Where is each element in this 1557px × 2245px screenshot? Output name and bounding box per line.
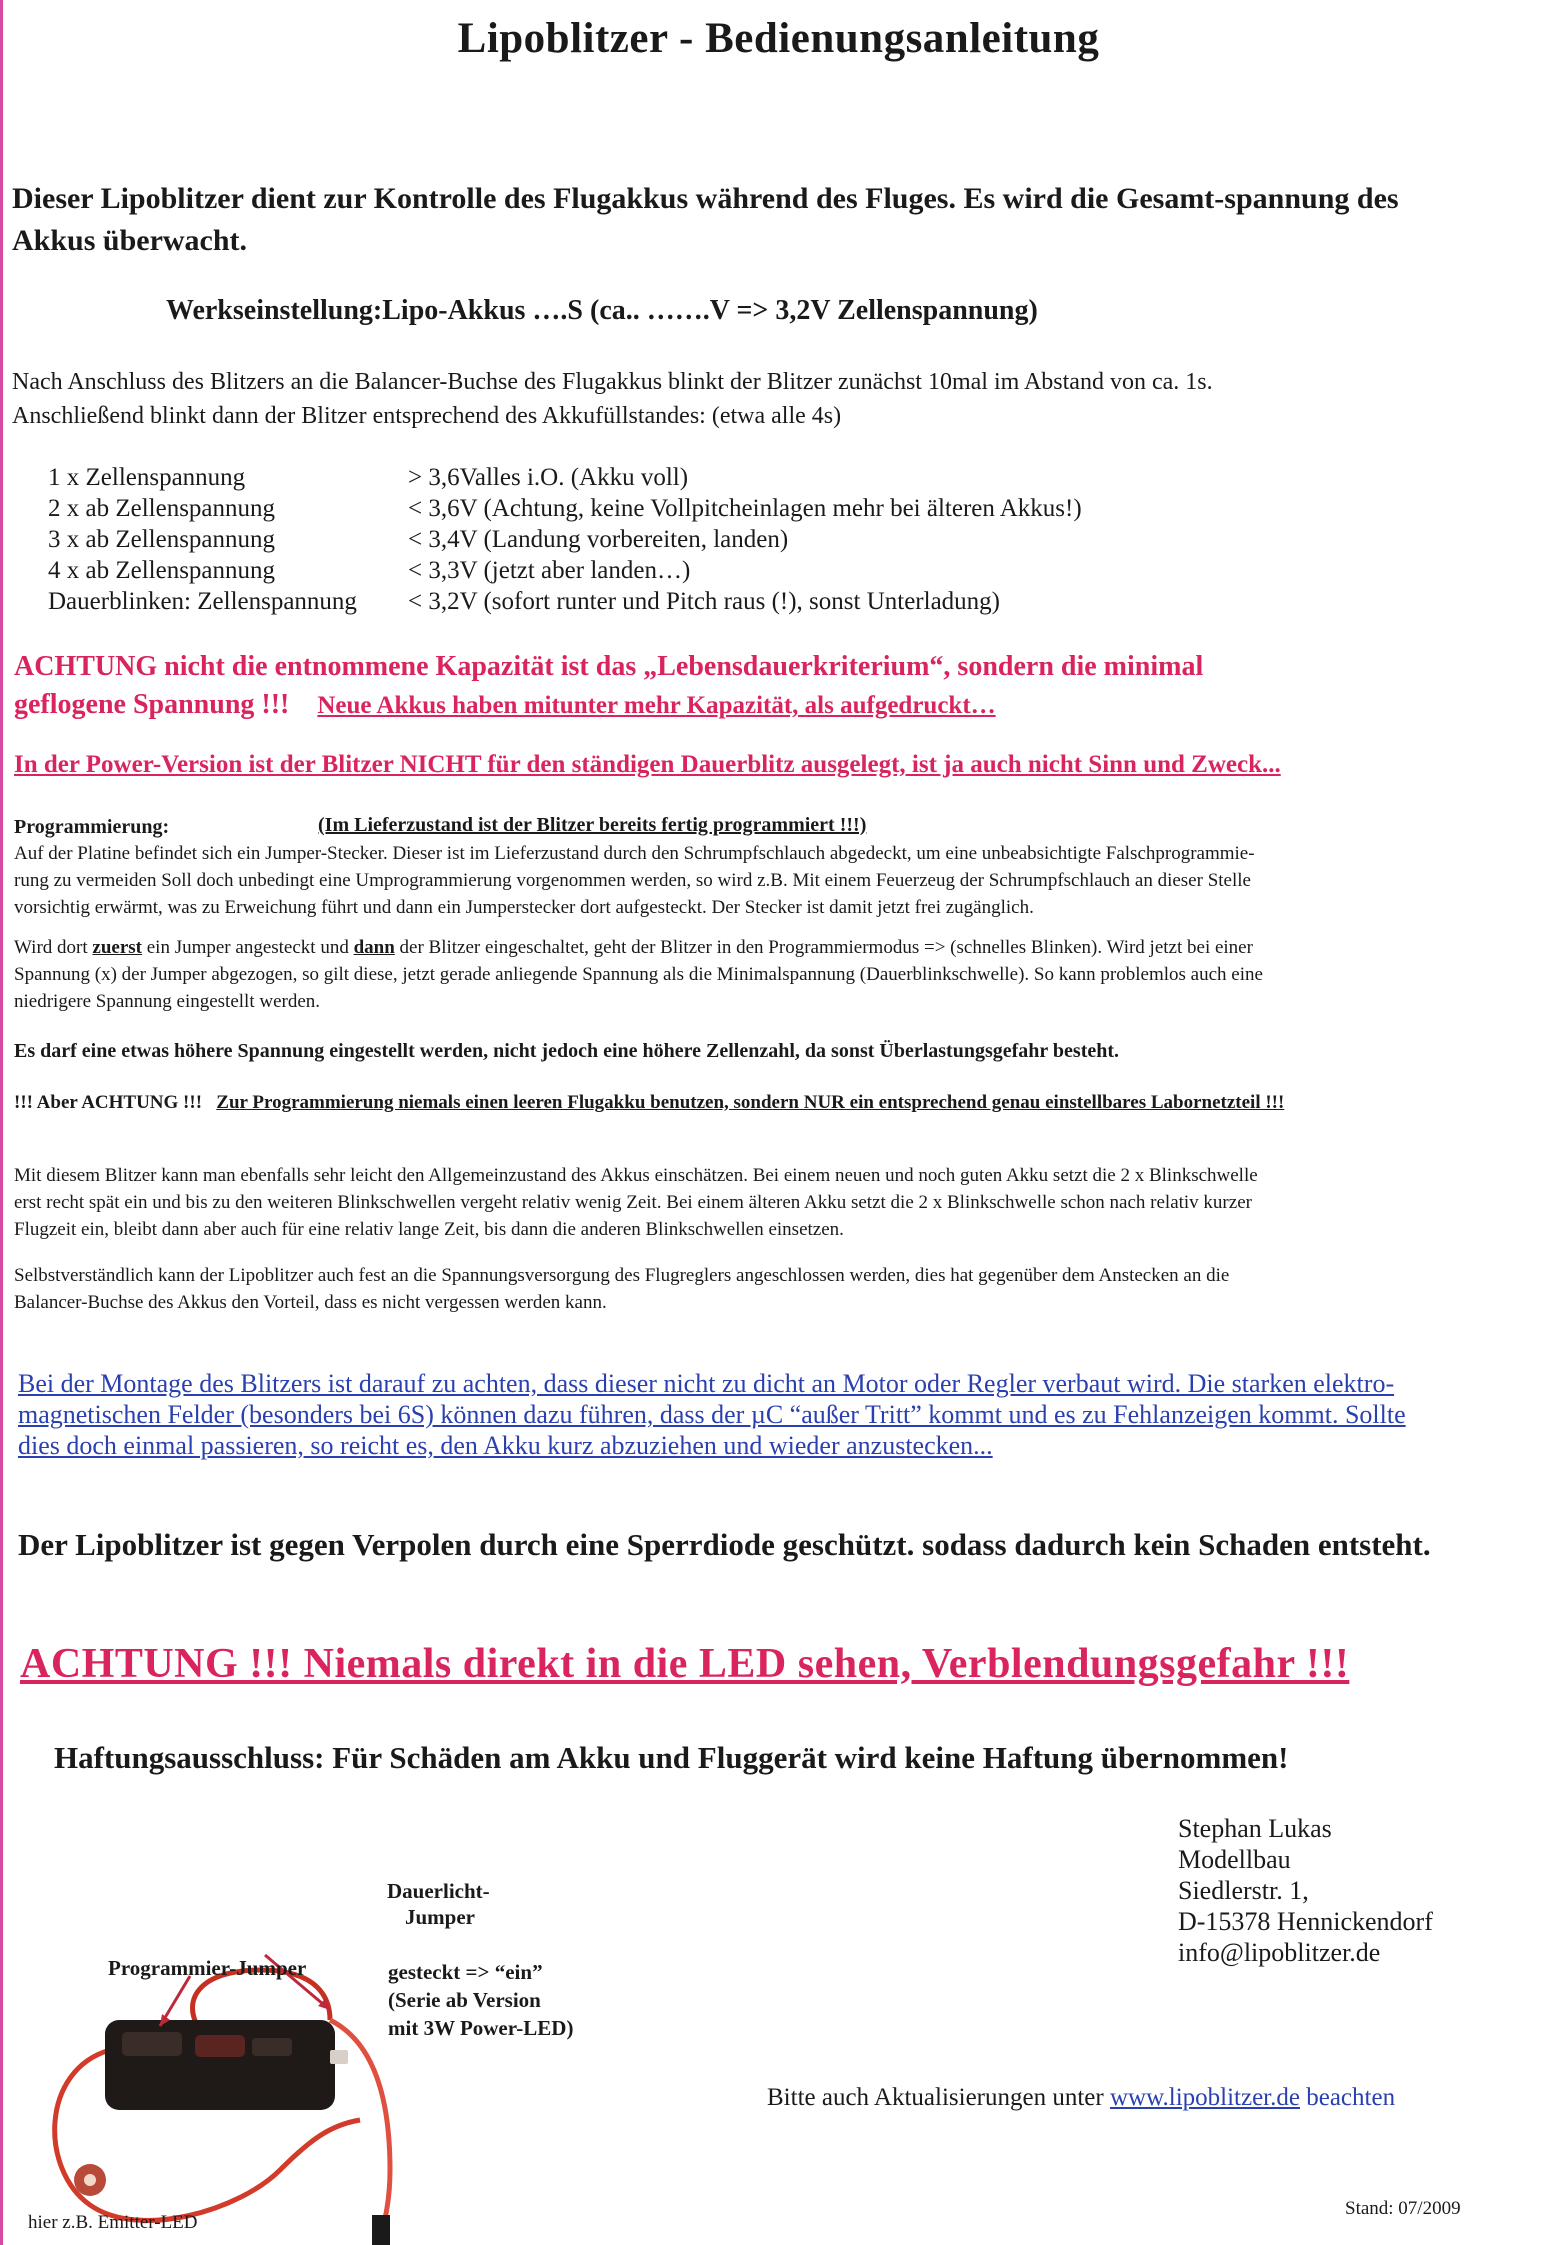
address-city: D-15378 Hennickendorf [1178, 1907, 1433, 1936]
liability-disclaimer: Haftungsausschluss: Für Schäden am Akku und Fluggerät wird keine Haftung übernommen! [54, 1740, 1289, 1775]
programming-text-line: vorsichtig erwärmt, was zu Erweichung führt und dann ein Jumperstecker dort aufgesteckt. Der Stecker ist damit jetzt frei zugänglich. [14, 897, 1034, 918]
website-link[interactable]: www.lipoblitzer.de [1109, 2084, 1300, 2111]
fixed-line: Balancer-Buchse des Akkus den Vorteil, dass es nicht vergessen werden kann. [14, 1292, 607, 1313]
programming-note: (Im Lieferzustand ist der Blitzer bereits fertig programmiert !!!) [318, 814, 867, 836]
factory-setting: Werkseinstellung:Lipo-Akkus ….S (ca.. …….V => 3,2V Zellenspannung) [166, 295, 1038, 326]
blink-pattern: Dauerblinken: Zellenspannung [48, 588, 357, 615]
blink-pattern: 2 x ab Zellenspannung [48, 495, 276, 522]
address-street: Siedlerstr. 1, [1178, 1876, 1309, 1905]
mounting-line: magnetischen Felder (besonders bei 6S) können dazu führen, dass der µC “außer Tritt” kommt und es zu Fehlanzeigen kommt. Sollte [18, 1400, 1406, 1429]
step-text: der Blitzer eingeschaltet, geht der Blitzer in den Programmiermodus => (schnelles Blinken). Wird jetzt bei einer [394, 937, 1253, 958]
power-version-note: In der Power-Version ist der Blitzer NICHT für den ständigen Dauerblitz ausgelegt, ist ja auch nicht Sinn und Zweck... [14, 751, 1281, 778]
update-prefix: Bitte auch Aktualisierungen unter [767, 2084, 1110, 2111]
address-company: Modellbau [1178, 1845, 1291, 1874]
programming-steps [14, 934, 1524, 1015]
blink-pattern: 3 x ab Zellenspannung [48, 526, 276, 553]
capacity-warning-line-2 [14, 686, 1434, 725]
programming-text-line: rung zu vermeiden Soll doch unbedingt eine Umprogrammierung vorgenommen werden, so wird z.B. Mit einem Feuerzeug der Schrumpfschlauch an dieser Stelle [14, 870, 1251, 891]
blink-meaning: < 3,6V (Achtung, keine Vollpitcheinlagen mehr bei älteren Akkus!) [408, 495, 1082, 522]
table-row [48, 586, 1082, 617]
table-row [48, 555, 1082, 586]
product-photo [30, 1870, 610, 2245]
document-date: Stand: 07/2009 [1345, 2198, 1461, 2219]
programming-text [14, 840, 1524, 921]
mounting-line: Bei der Montage des Blitzers ist darauf zu achten, dass dieser nicht zu dicht an Motor oder Regler verbaut wird. Die starken elektro- [18, 1369, 1395, 1398]
dauerlicht-jumper-label [387, 1878, 490, 1930]
mounting-line: dies doch einmal passieren, so reicht es, den Akku kurz abzuziehen und wieder anzustecken... [18, 1431, 993, 1460]
step-first: zuerst [92, 937, 142, 958]
general-line: erst recht spät ein und bis zu den weiteren Blinkschwellen vergeht relativ wenig Zeit. Bei einem älteren Akku setzt die 2 x Blinkschwelle schon nach relativ kurzer [14, 1192, 1252, 1213]
update-note [767, 2084, 1395, 2112]
aber-achtung: !!! Aber ACHTUNG !!! [14, 1092, 203, 1113]
emitter-led-label: hier z.B. Emitter-LED [28, 2212, 198, 2233]
address-email[interactable]: info@lipoblitzer.de [1178, 1938, 1381, 1967]
programming-heading: Programmierung: [14, 816, 170, 838]
blink-table [48, 462, 1082, 617]
blink-pattern: 4 x ab Zellenspannung [48, 557, 276, 584]
capacity-warning-voltage: geflogene Spannung !!! [14, 689, 290, 720]
table-row [48, 524, 1082, 555]
general-line: Mit diesem Blitzer kann man ebenfalls sehr leicht den Allgemeinzustand des Akkus einschätzen. Bei einem neuen und noch guten Akku setzt die 2 x Blinkschwelle [14, 1165, 1258, 1186]
table-row [48, 493, 1082, 524]
higher-voltage-note: Es darf eine etwas höhere Spannung eingestellt werden, nicht jedoch eine höhere Zellenzahl, da sonst Überlastungsgefahr besteht. [14, 1040, 1120, 1062]
intro-text: Dieser Lipoblitzer dient zur Kontrolle des Flugakkus während des Fluges. Es wird die Gesamt-spannung des Akkus überwacht. [12, 182, 1399, 257]
programmier-jumper-label: Programmier-Jumper [108, 1956, 307, 1980]
blink-meaning: < 3,4V (Landung vorbereiten, landen) [408, 526, 789, 553]
blink-meaning: < 3,3V (jetzt aber landen…) [408, 557, 691, 584]
step-text: ein Jumper angesteckt und [141, 937, 354, 958]
address-block [1178, 1813, 1433, 1968]
programming-text-line: Auf der Platine befindet sich ein Jumper-Stecker. Dieser ist im Lieferzustand durch den Schrumpfschlauch abgedeckt, um eine unbeabsichtigte Falschprogrammie- [14, 843, 1255, 864]
blink-meaning: > 3,6Valles i.O. (Akku voll) [408, 464, 689, 491]
lab-supply-warning [14, 1092, 1284, 1114]
led-warning: ACHTUNG !!! Niemals direkt in die LED sehen, Verblendungsgefahr !!! [20, 1641, 1350, 1687]
gesteckt-line: (Serie ab Version [388, 1988, 541, 2012]
gesteckt-label [388, 1958, 573, 2042]
programming-step-line [14, 934, 1524, 961]
lab-supply-text: Zur Programmierung niemals einen leeren Flugakku benutzen, sondern NUR ein entsprechend genau einstellbares Labornetzteil !!! [216, 1092, 1285, 1113]
table-row [48, 462, 1082, 493]
capacity-warning [14, 648, 1434, 725]
blink-meaning: < 3,2V (sofort runter und Pitch raus (!), sonst Unterladung) [408, 588, 1001, 615]
mounting-note [18, 1368, 1557, 1461]
general-condition-text [14, 1162, 1524, 1243]
dauerlicht-label-line: Jumper [405, 1905, 475, 1929]
connect-instructions [12, 365, 1502, 433]
connect-line-1: Nach Anschluss des Blitzers an die Balancer-Buchse des Flugakkus blinkt der Blitzer zunächst 10mal im Abstand von ca. 1s. [12, 369, 1213, 395]
gesteckt-line: gesteckt => “ein” [388, 1960, 543, 1984]
blink-pattern: 1 x Zellenspannung [48, 464, 246, 491]
step-text: Wird dort [14, 937, 93, 958]
general-line: Flugzeit ein, bleibt dann aber auch für eine relativ lange Zeit, bis dann die anderen Blinkschwellen einsetzen. [14, 1219, 844, 1240]
programming-step-line: Spannung (x) der Jumper abgezogen, so gilt diese, jetzt gerade anliegende Spannung als die Minimalspannung (Dauerblinkschwelle). So kann problemlos auch eine [14, 964, 1263, 985]
page-title: Lipoblitzer - Bedienungsanleitung [457, 15, 1100, 62]
update-suffix: beachten [1299, 2084, 1396, 2111]
step-then: dann [353, 937, 395, 958]
capacity-warning-new-akkus: Neue Akkus haben mitunter mehr Kapazität, als aufgedruckt… [317, 692, 996, 719]
reverse-polarity-note: Der Lipoblitzer ist gegen Verpolen durch eine Sperrdiode geschützt. sodass dadurch kein Schaden entsteht. [18, 1527, 1431, 1562]
connect-line-2: Anschließend blinkt dann der Blitzer entsprechend des Akkufüllstandes: (etwa alle 4s) [12, 403, 842, 429]
gesteckt-line: mit 3W Power-LED) [388, 2016, 574, 2040]
capacity-warning-line-1: ACHTUNG nicht die entnommene Kapazität ist das „Lebensdauerkriterium“, sondern die minimal [14, 651, 1204, 682]
address-name: Stephan Lukas [1178, 1814, 1332, 1843]
dauerlicht-label-line: Dauerlicht- [387, 1879, 490, 1903]
programming-step-line: niedrigere Spannung eingestellt werden. [14, 991, 321, 1012]
scan-edge [0, 0, 3, 2245]
fixed-connection-text [14, 1262, 1524, 1316]
fixed-line: Selbstverständlich kann der Lipoblitzer auch fest an die Spannungsversorgung des Flugreglers angeschlossen werden, dies hat gegenüber dem Anstecken an die [14, 1265, 1230, 1286]
